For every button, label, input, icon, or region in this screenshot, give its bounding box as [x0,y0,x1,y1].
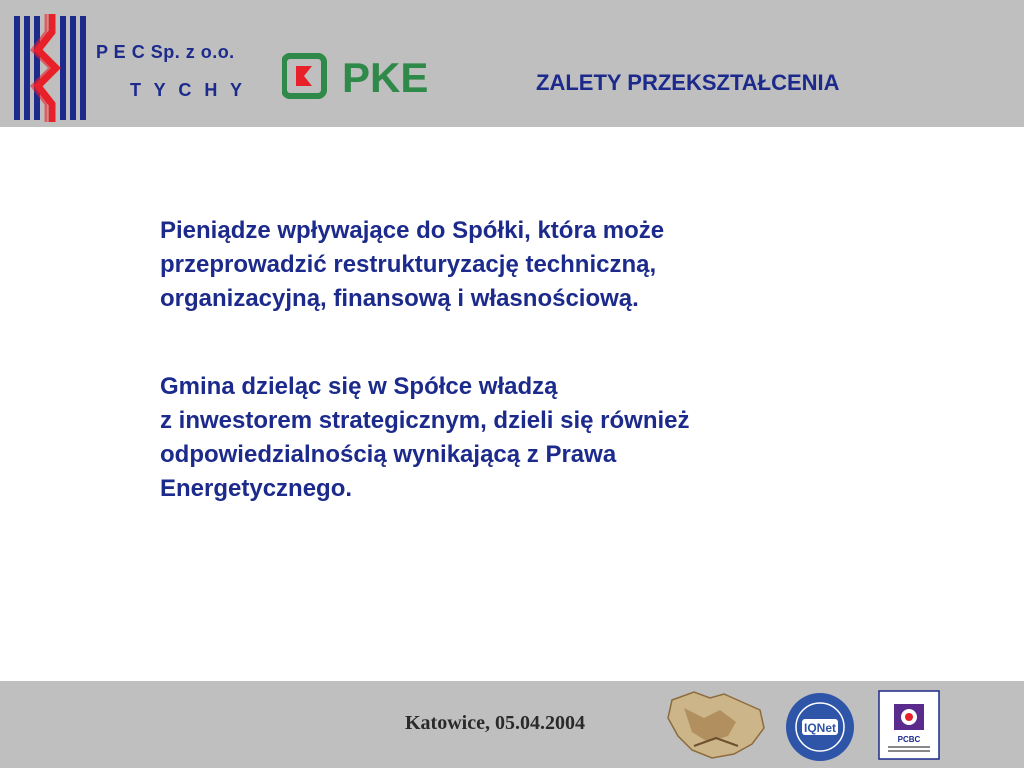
slide-content [160,214,880,560]
paragraph-2: Gmina dzieląc się w Spółce władzą z inwestorem strategicznym, dzieli się również odpowiedzialnością wynikającą z Prawa Energetycznego. [160,373,690,502]
pke-logo [282,52,447,100]
header-band [0,0,1024,127]
company-city: T Y C H Y [130,80,247,100]
slide-title: ZALETY PRZEKSZTAŁCENIA [536,70,840,95]
footer-place-date: Katowice, 05.04.2004 [405,712,585,734]
paragraph-1: Pieniądze wpływające do Spółki, która może przeprowadzić restrukturyzację techniczną, organizacyjną, finansową i własnościową. [160,217,665,312]
map-logo [664,688,768,760]
pke-logo-text: PKE [342,54,429,100]
pcbc-logo-text: PCBC [897,735,921,744]
iqnet-cert-logo [784,691,856,763]
pec-logo [12,14,88,122]
pcbc-cert-logo [878,690,940,760]
company-name: P E C Sp. z o.o. [96,42,235,62]
iqnet-logo-text: IQNet [803,721,837,735]
